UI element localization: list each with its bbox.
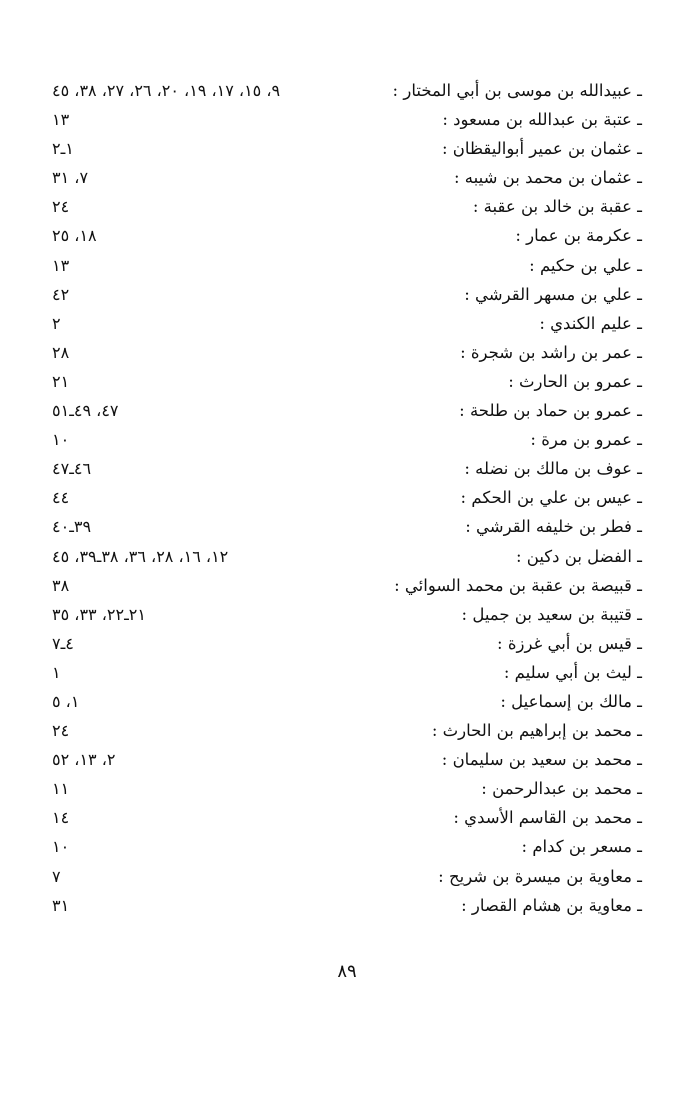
entry-name: ـ عمرو بن حماد بن طلحة : (459, 401, 642, 421)
entry-pages: ٢ (52, 313, 61, 333)
entry-name: ـ علي بن مسهر القرشي : (464, 284, 642, 304)
entry-name: ـ قبيصة بن عقبة بن محمد السوائي : (394, 575, 642, 595)
entry-pages: ٢٤ (52, 721, 70, 741)
entry-name: ـ مالك بن إسماعيل : (500, 691, 642, 711)
index-entry (52, 687, 642, 716)
index-entry (52, 658, 642, 687)
index-entry (52, 483, 642, 512)
entry-pages: ٤ـ٧ (52, 633, 74, 653)
index-entry (52, 134, 642, 163)
entry-name: ـ فطر بن خليفه القرشي : (465, 517, 642, 537)
entry-pages: ٣١ (52, 895, 70, 915)
entry-name: ـ عثمان بن محمد بن شيبه : (454, 168, 642, 188)
entry-name: ـ عمرو بن الحارث : (508, 371, 642, 391)
index-entry (52, 396, 642, 425)
entry-pages: ١١ (52, 779, 70, 799)
index-entry (52, 891, 642, 920)
entry-name: ـ عيس بن علي بن الحكم : (460, 488, 642, 508)
entry-pages: ١ـ٢ (52, 139, 74, 159)
entry-pages: ١٤ (52, 808, 70, 828)
entry-name: ـ قيس بن أبي غرزة : (497, 633, 642, 653)
index-entry (52, 571, 642, 600)
entry-name: ـ عمرو بن مرة : (530, 430, 642, 450)
entry-name: ـ علي بن حكيم : (529, 255, 642, 275)
entry-name: ـ عقبة بن خالد بن عقبة : (472, 197, 642, 217)
entry-pages: ١ (52, 662, 61, 682)
index-entry (52, 163, 642, 192)
entry-name: ـ عبيدالله بن موسى بن أبي المختار : (392, 81, 642, 100)
entry-pages: ٧ (52, 866, 61, 886)
index-entry (52, 803, 642, 832)
page-number: ٨٩ (337, 961, 357, 982)
entry-pages: ١٠ (52, 837, 70, 857)
index-entry (52, 454, 642, 483)
index-entry (52, 221, 642, 250)
entry-pages: ١٣ (52, 255, 70, 275)
index-entry (52, 832, 642, 861)
entry-name: ـ عكرمة بن عمار : (515, 226, 642, 246)
index-entry (52, 512, 642, 541)
entry-name: ـ عليم الكندي : (539, 313, 642, 333)
index-entry (52, 629, 642, 658)
index-entry (52, 367, 642, 396)
entry-name: ـ محمد بن إبراهيم بن الحارث : (431, 721, 642, 741)
entry-name: ـ ليث بن أبي سليم : (503, 662, 642, 682)
index-entry (52, 425, 642, 454)
entry-name: ـ مسعر بن كدام : (521, 837, 642, 857)
entry-pages: ٤٧، ٤٩ـ٥١ (52, 401, 119, 421)
entry-pages: ١٠ (52, 430, 70, 450)
entry-pages: ٢٨ (52, 342, 70, 362)
entry-name: ـ عمر بن راشد بن شجرة : (460, 342, 642, 362)
entry-name: ـ عثمان بن عمير أبواليقظان : (441, 139, 642, 159)
entry-name: ـ معاوية بن هشام القصار : (461, 895, 642, 915)
index-entry (52, 192, 642, 221)
entry-pages: ٩، ١٥، ١٧، ١٩، ٢٠، ٢٦، ٢٧، ٣٨، ٤٥ (52, 81, 281, 100)
entry-pages: ١٨، ٢٥ (52, 226, 97, 246)
index-entry (52, 280, 642, 309)
index-entry (52, 774, 642, 803)
entry-pages: ٣٩ـ٤٠ (52, 517, 92, 537)
index-entry (52, 76, 642, 105)
entry-pages: ٢١ (52, 371, 70, 391)
entry-name: ـ محمد بن القاسم الأسدي : (453, 808, 642, 828)
index-entry (52, 338, 642, 367)
entry-name: ـ عتبة بن عبدالله بن مسعود : (442, 110, 642, 130)
entry-name: ـ معاوية بن ميسرة بن شريح : (438, 866, 642, 886)
entry-pages: ٤٦ـ٤٧ (52, 459, 92, 479)
entry-name: ـ قتيبة بن سعيد بن جميل : (461, 604, 642, 624)
index-entry (52, 745, 642, 774)
index-entry (52, 862, 642, 891)
index-entry (52, 716, 642, 745)
index-entry (52, 251, 642, 280)
entry-pages: ٤٤ (52, 488, 70, 508)
entry-name: ـ محمد بن عبدالرحمن : (481, 779, 642, 799)
entry-pages: ١، ٥ (52, 691, 80, 711)
entry-pages: ٧، ٣١ (52, 168, 89, 188)
entry-pages: ١٣ (52, 110, 70, 130)
index-entry (52, 542, 642, 571)
entry-pages: ١٢، ١٦، ٢٨، ٣٦، ٣٨ـ٣٩، ٤٥ (52, 546, 229, 566)
index-entry (52, 105, 642, 134)
index-entry (52, 600, 642, 629)
entry-pages: ٢، ١٣، ٥٢ (52, 750, 116, 770)
entry-pages: ٣٨ (52, 575, 70, 595)
entry-pages: ٤٢ (52, 284, 70, 304)
entry-name: ـ الفضل بن دكين : (515, 546, 642, 566)
index-entry (52, 309, 642, 338)
entry-pages: ٢٤ (52, 197, 70, 217)
index-list (52, 76, 642, 920)
entry-name: ـ عوف بن مالك بن نضله : (464, 459, 642, 479)
entry-pages: ٢١ـ٢٢، ٣٣، ٣٥ (52, 604, 146, 624)
entry-name: ـ محمد بن سعيد بن سليمان : (441, 750, 642, 770)
